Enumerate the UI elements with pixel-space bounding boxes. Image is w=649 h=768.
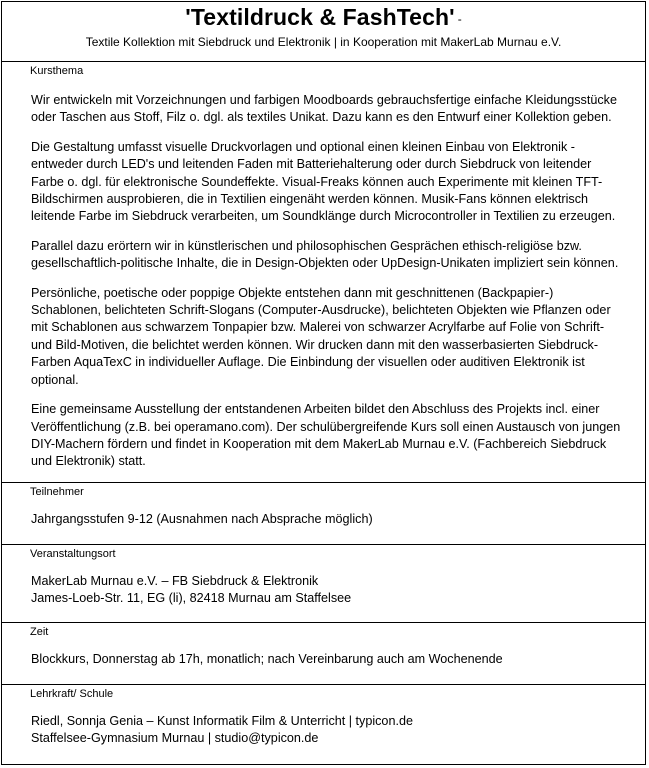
section-body-lehrkraft [31,713,637,748]
section-label-kursthema: Kursthema [30,65,84,77]
section-body-kursthema [31,92,637,471]
paragraph [31,285,637,389]
section-lehrkraft [2,685,645,763]
text-line: Farben AquaTexC in individueller Auflage. Die Einbindung der visuellen oder auditiven Elektronik ist [31,355,585,370]
course-document [1,1,646,765]
text-line: Veröffentlichung (z.B. bei operamano.com). Der schulübergreifende Kurs soll einen Austausch von jungen [31,419,621,434]
text-line: entweder durch LED's und leitenden Faden mit Batteriehalterung oder durch Siebdruck von leitender [31,157,592,172]
text-line: MakerLab Murnau e.V. – FB Siebdruck & Elektronik [31,574,319,588]
section-label-zeit: Zeit [30,626,49,638]
title-line [2,4,645,34]
text-line: Eine gemeinsame Ausstellung der entstandenen Arbeiten bildet den Abschluss des Projekts incl. einer [31,402,600,417]
paragraph [31,401,637,471]
paragraph [31,139,637,226]
text-line: Persönliche, poetische oder poppige Objekte entstehen dann mit geschnittenen (Backpapier-) [31,285,554,300]
section-body-veranstaltungsort [31,573,637,608]
text-line: optional. [31,372,79,387]
section-kursthema [2,62,645,483]
document-title: 'Textildruck & FashTech' [185,4,455,30]
text-line: Parallel dazu erörtern wir in künstlerischen und philosophischen Gesprächen ethisch-religiöse bzw. [31,238,582,253]
text-line: DIY-Machern fördern und findet in Kooperation mit dem MakerLab Murnau e.V. (Fachbereich Siebdruck [31,436,607,451]
text-line: leitende Farbe im Siebdruck verarbeiten, um Soundklänge durch Microcontroller in Textilien zu erzeugen. [31,209,616,224]
title-dash: - [457,12,462,26]
text-line: Wir entwickeln mit Vorzeichnungen und farbigen Moodboards gebrauchsfertige einfache Kleidungsstücke [31,93,617,107]
section-zeit [2,623,645,685]
paragraph [31,238,637,273]
text-line: Die Gestaltung umfasst visuelle Druckvorlagen und optional einen kleinen Einbau von Elektronik - [31,139,575,154]
section-label-teilnehmer: Teilnehmer [30,486,84,498]
text-line: Riedl, Sonnja Genia – Kunst Informatik Film & Unterricht | typicon.de [31,714,413,728]
section-body-teilnehmer [31,511,637,528]
text-line: James-Loeb-Str. 11, EG (li), 82418 Murnau am Staffelsee [31,591,352,606]
section-body-zeit [31,651,637,668]
section-teilnehmer [2,483,645,545]
text-line: Blockkurs, Donnerstag ab 17h, monatlich; nach Vereinbarung auch am Wochenende [31,652,503,666]
document-header [2,2,645,62]
section-label-lehrkraft: Lehrkraft/ Schule [30,688,114,700]
text-line: Farbe o. dgl. für elektronische Soundeffekte. Visual-Freaks können auch Experimente mit kleinen TFT- [31,174,603,189]
text-line: gesellschaftlich-politische Inhalte, die in Design-Objekten oder UpDesign-Unikaten impliziert sein können. [31,256,619,271]
text-line: und Bild-Motiven, die belichtet werden können. Wir drucken dann mit den wasserbasierten Siebdruck- [31,337,599,352]
document-subtitle: Textile Kollektion mit Siebdruck und Elektronik | in Kooperation mit MakerLab Murnau e.V. [85,35,562,49]
section-label-veranstaltungsort: Veranstaltungsort [30,548,116,560]
text-line: oder Taschen aus Stoff, Filz o. dgl. als textiles Unikat. Dazu kann es den Entwurf einer Kollektion geben. [31,110,612,125]
section-veranstaltungsort [2,545,645,623]
text-line: mit Schablonen aus schwarzem Tonpapier bzw. Malerei von schwarzer Acrylfarbe auf Folie von Schrift- [31,320,605,335]
text-line: Schablonen, belichteten Schrift-Slogans (Computer-Ausdrucke), belichteten Objekten wie Pflanzen oder [31,303,611,318]
text-line: Jahrgangsstufen 9-12 (Ausnahmen nach Absprache möglich) [31,512,373,526]
paragraph [31,92,637,127]
text-line: Staffelsee-Gymnasium Murnau | studio@typicon.de [31,731,319,746]
text-line: und Elektronik) statt. [31,454,146,469]
text-line: Bildschirmen ausprobieren, die in Textilien eingenäht werden können. Musik-Fans können elektrisch [31,192,589,207]
